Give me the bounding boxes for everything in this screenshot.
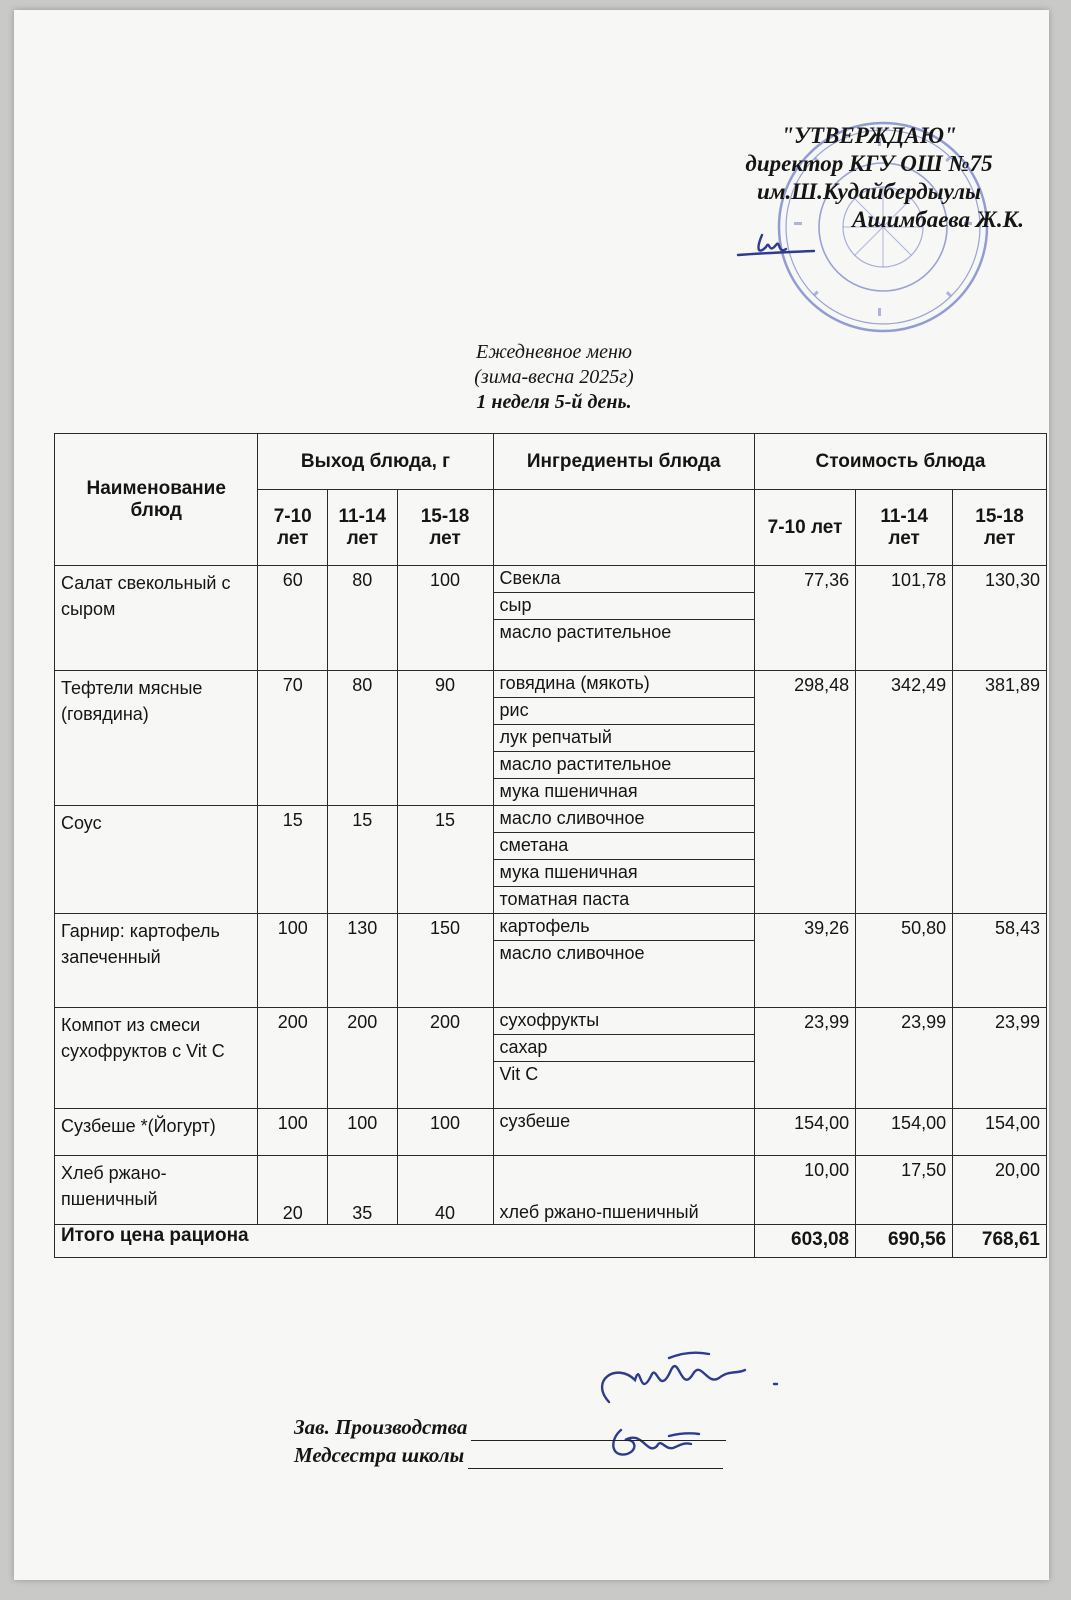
table-row [55, 1008, 1047, 1035]
yield-age-15-18: 40 [397, 1156, 493, 1225]
dish-name: Хлеб ржано-пшеничный [55, 1156, 258, 1225]
total-label: Итого цена рациона [55, 1225, 755, 1258]
cost-age-11-14: 342,49 [856, 671, 953, 914]
ingredient-cell: сметана [493, 833, 754, 860]
yield-age-11-14: 15 [328, 806, 398, 914]
ingredient-cell: сузбеше [493, 1109, 754, 1156]
ingredient-cell: мука пшеничная [493, 860, 754, 887]
header-cost: Стоимость блюда [754, 434, 1046, 490]
menu-title [374, 340, 734, 415]
ingredient-cell: хлеб ржано-пшеничный [493, 1156, 754, 1225]
approval-director-name: Ашимбаева Ж.К. [852, 207, 1024, 232]
cost-age-15-18: 58,43 [953, 914, 1047, 1008]
total-row [55, 1225, 1047, 1258]
header-ingredients: Ингредиенты блюда [493, 434, 754, 490]
ingredient-cell: масло растительное [493, 620, 754, 671]
yield-age-15-18: 100 [397, 566, 493, 671]
ingredient-cell: Vit C [493, 1062, 754, 1109]
header-yield-age-15-18: 15-18 лет [397, 490, 493, 566]
ingredient-cell: картофель [493, 914, 754, 941]
total-cost-age-7-10: 603,08 [754, 1225, 855, 1258]
menu-title-line3: 1 неделя 5-й день. [476, 391, 632, 413]
ingredient-cell: лук репчатый [493, 725, 754, 752]
yield-age-11-14: 130 [328, 914, 398, 1008]
ingredient-cell: сухофрукты [493, 1008, 754, 1035]
ingredient-cell: мука пшеничная [493, 779, 754, 806]
yield-age-11-14: 200 [328, 1008, 398, 1109]
yield-age-7-10: 70 [258, 671, 328, 806]
menu-title-line2: (зима-весна 2025г) [474, 366, 634, 388]
dish-name: Тефтели мясные (говядина) [55, 671, 258, 806]
nurse-signature-row [294, 1441, 726, 1469]
header-cost-age-11-14: 11-14 лет [856, 490, 953, 566]
ingredient-cell: говядина (мякоть) [493, 671, 754, 698]
menu-table-body [55, 566, 1047, 1225]
production-signature-label: Зав. Производства [294, 1415, 468, 1439]
yield-age-7-10: 100 [258, 1109, 328, 1156]
cost-age-15-18: 154,00 [953, 1109, 1047, 1156]
total-cost-age-15-18: 768,61 [953, 1225, 1047, 1258]
table-row [55, 1156, 1047, 1225]
ingredient-cell: масло сливочное [493, 941, 754, 1008]
ingredient-cell: томатная паста [493, 887, 754, 914]
cost-age-7-10: 154,00 [754, 1109, 855, 1156]
dish-name: Компот из смеси сухофруктов с Vit C [55, 1008, 258, 1109]
cost-age-7-10: 77,36 [754, 566, 855, 671]
cost-age-11-14: 154,00 [856, 1109, 953, 1156]
cost-age-15-18: 381,89 [953, 671, 1047, 914]
menu-table [54, 433, 1047, 1258]
production-signature-icon [569, 1340, 809, 1420]
yield-age-15-18: 90 [397, 671, 493, 806]
ingredient-cell: Свекла [493, 566, 754, 593]
table-row [55, 914, 1047, 941]
yield-age-7-10: 15 [258, 806, 328, 914]
header-yield-age-11-14: 11-14 лет [328, 490, 398, 566]
cost-age-7-10: 23,99 [754, 1008, 855, 1109]
yield-age-15-18: 150 [397, 914, 493, 1008]
dish-name: Салат свекольный с сыром [55, 566, 258, 671]
nurse-signature-label: Медсестра школы [294, 1443, 465, 1467]
table-row [55, 566, 1047, 593]
yield-age-11-14: 80 [328, 671, 398, 806]
header-yield: Выход блюда, г [258, 434, 493, 490]
total-cost-age-11-14: 690,56 [856, 1225, 953, 1258]
cost-age-7-10: 10,00 [754, 1156, 855, 1225]
dish-name: Соус [55, 806, 258, 914]
header-dish-name: Наименование блюд [55, 434, 258, 566]
cost-age-7-10: 39,26 [754, 914, 855, 1008]
yield-age-7-10: 100 [258, 914, 328, 1008]
yield-age-15-18: 200 [397, 1008, 493, 1109]
yield-age-7-10: 60 [258, 566, 328, 671]
director-signature-icon [734, 225, 824, 265]
yield-age-11-14: 100 [328, 1109, 398, 1156]
cost-age-15-18: 20,00 [953, 1156, 1047, 1225]
ingredient-cell: рис [493, 698, 754, 725]
cost-age-15-18: 130,30 [953, 566, 1047, 671]
yield-age-11-14: 80 [328, 566, 398, 671]
table-row [55, 1109, 1047, 1156]
approval-position: директор КГУ ОШ №75 [745, 151, 993, 176]
header-ingredients-empty [493, 490, 754, 566]
yield-age-7-10: 200 [258, 1008, 328, 1109]
approval-block [704, 122, 1034, 234]
cost-age-7-10: 298,48 [754, 671, 855, 914]
nurse-signature-line [468, 1448, 723, 1469]
ingredient-cell: сыр [493, 593, 754, 620]
yield-age-7-10: 20 [258, 1156, 328, 1225]
cost-age-11-14: 101,78 [856, 566, 953, 671]
cost-age-11-14: 50,80 [856, 914, 953, 1008]
dish-name: Сузбеше *(Йогурт) [55, 1109, 258, 1156]
menu-title-line1: Ежедневное меню [476, 341, 632, 363]
ingredient-cell: масло растительное [493, 752, 754, 779]
signatures-block [294, 1413, 726, 1469]
ingredient-cell: сахар [493, 1035, 754, 1062]
approval-school: им.Ш.Кудайбердыулы [756, 179, 981, 204]
header-cost-age-15-18: 15-18 лет [953, 490, 1047, 566]
production-signature-line [471, 1420, 726, 1441]
cost-age-11-14: 23,99 [856, 1008, 953, 1109]
production-signature-row [294, 1413, 726, 1441]
cost-age-11-14: 17,50 [856, 1156, 953, 1225]
yield-age-15-18: 15 [397, 806, 493, 914]
header-cost-age-7-10: 7-10 лет [754, 490, 855, 566]
ingredient-cell: масло сливочное [493, 806, 754, 833]
yield-age-15-18: 100 [397, 1109, 493, 1156]
cost-age-15-18: 23,99 [953, 1008, 1047, 1109]
header-yield-age-7-10: 7-10 лет [258, 490, 328, 566]
document-page [14, 10, 1049, 1580]
table-row [55, 671, 1047, 698]
dish-name: Гарнир: картофель запеченный [55, 914, 258, 1008]
yield-age-11-14: 35 [328, 1156, 398, 1225]
approval-heading: "УТВЕРЖДАЮ" [781, 123, 957, 148]
